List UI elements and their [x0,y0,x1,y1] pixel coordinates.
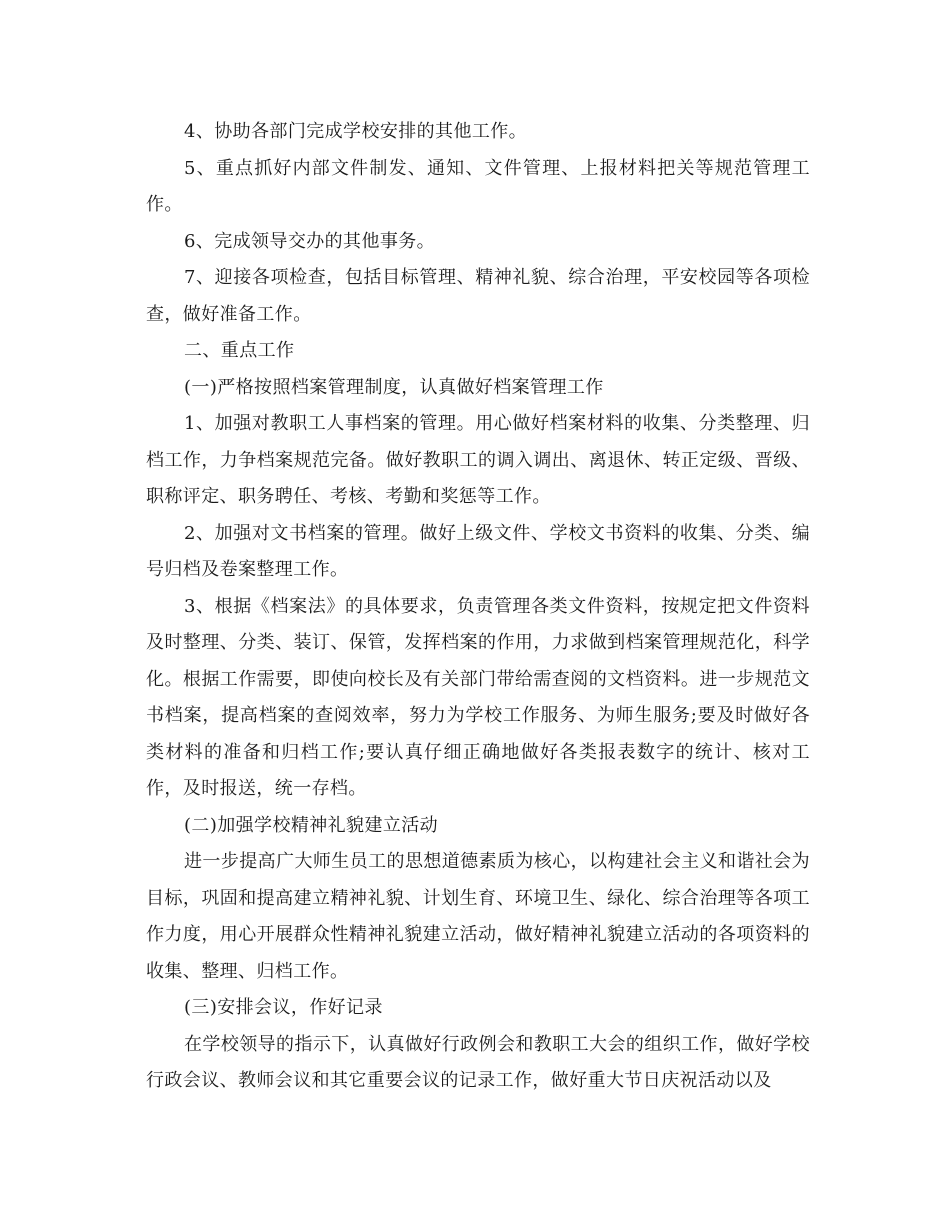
archives-item-3: 3、根据《档案法》的具体要求，负责管理各类文件资料，按规定把文件资料及时整理、分类、装订、保管，发挥档案的作用，力求做到档案管理规范化，科学化。根据工作需要，即使向校长及有关部门带给需查阅的文档资料。进一步规范文书档案，提高档案的查阅效率，努力为学校工作服务、为师生服务;要及时做好各类材料的准备和归档工作;要认真仔细正确地做好各类报表数字的统计、核对工作，及时报送，统一存档。 [146,595,810,799]
list-item-6: 6、完成领导交办的其他事务。 [184,230,436,252]
meetings-paragraph: 在学校领导的指示下，认真做好行政例会和教职工大会的组织工作，做好学校行政会议、教师会议和其它重要会议的记录工作，做好重大节日庆祝活动以及 [146,1033,810,1091]
section-heading-key-work: 二、重点工作 [184,340,295,361]
archives-item-1: 1、加强对教职工人事档案的管理。用心做好档案材料的收集、分类整理、归档工作，力争档案规范完备。做好教职工的调入调出、离退休、转正定级、晋级、职称评定、职务聘任、考核、考勤和奖惩等工作。 [146,413,810,507]
list-item-4: 4、协助各部门完成学校安排的其他工作。 [184,121,528,142]
subsection-heading-spirit: (二)加强学校精神礼貌建立活动 [184,814,439,836]
spirit-paragraph: 进一步提高广大师生员工的思想道德素质为核心，以构建社会主义和谐社会为目标，巩固和提高建立精神礼貌、计划生育、环境卫生、绿化、综合治理等各项工作力度，用心开展群众性精神礼貌建立活动，做好精神礼貌建立活动的各项资料的收集、整理、归档工作。 [146,851,810,982]
subsection-heading-archives: (一)严格按照档案管理制度，认真做好档案管理工作 [184,376,604,398]
list-item-5: 5、重点抓好内部文件制发、通知、文件管理、上报材料把关等规范管理工作。 [146,157,810,215]
subsection-heading-meetings: (三)安排会议，作好记录 [184,997,383,1018]
document-body [146,114,810,1100]
archives-item-2: 2、加强对文书档案的管理。做好上级文件、学校文书资料的收集、分类、编号归档及卷案整理工作。 [146,522,810,580]
list-item-7: 7、迎接各项检查，包括目标管理、精神礼貌、综合治理，平安校园等各项检查，做好准备工作。 [146,267,810,325]
